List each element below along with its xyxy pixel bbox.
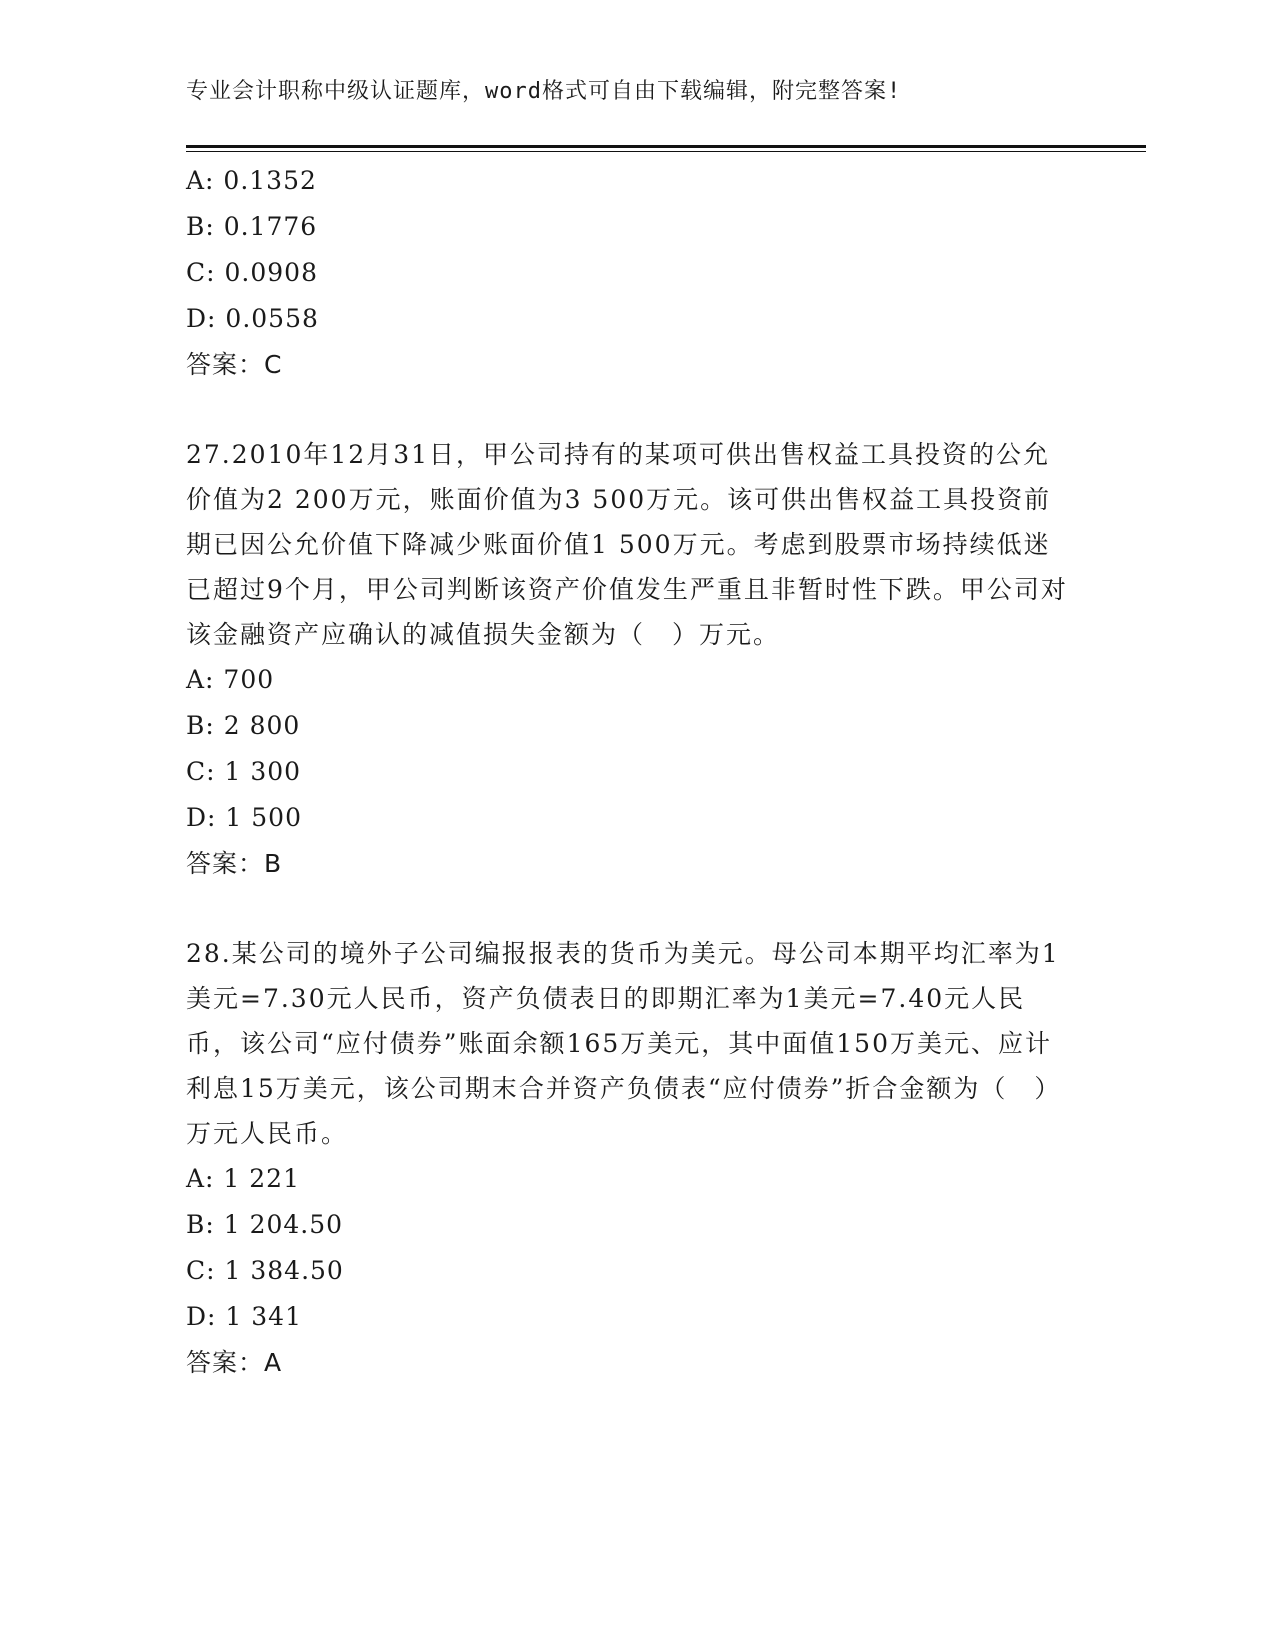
header-rule-thick: [186, 145, 1146, 148]
option-a: A: 1 221: [186, 1164, 300, 1193]
question-28: [186, 931, 1086, 1386]
answer: 答案：B: [186, 849, 283, 878]
question-text: 27.2010年12月31日，甲公司持有的某项可供出售权益工具投资的公允价值为2 200万元，账面价值为3 500万元。该可供出售权益工具投资前期已因公允价值下降减少账面价值1 500万元。考虑到股票市场持续低迷已超过9个月，甲公司判断该资产价值发生严重且非暂时性下跌。甲公司对该金融资产应确认的减值损失金额为（ ）万元。: [186, 440, 1068, 649]
question-text: 28.某公司的境外子公司编报报表的货币为美元。母公司本期平均汇率为1美元=7.30元人民币，资产负债表日的即期汇率为1美元=7.40元人民币，该公司“应付债券”账面余额165万美元，其中面值150万美元、应计利息15万美元，该公司期末合并资产负债表“应付债券”折合金额为（ ）万元人民币。: [186, 939, 1062, 1148]
answer: 答案：A: [186, 1348, 283, 1377]
answer: 答案：C: [186, 350, 283, 379]
option-c: C: 1 384.50: [186, 1256, 344, 1285]
page-header: 专业会计职称中级认证题库，word格式可自由下载编辑，附完整答案!: [186, 79, 902, 104]
option-d: D: 1 341: [186, 1302, 302, 1331]
question-27: [186, 432, 1086, 887]
option-b: B: 2 800: [186, 711, 301, 740]
option-c: C: 1 300: [186, 757, 302, 786]
option-a: A: 700: [186, 665, 275, 694]
option-c: C: 0.0908: [186, 258, 318, 287]
option-b: B: 0.1776: [186, 212, 318, 241]
header-rule-thin: [186, 151, 1146, 152]
option-a: A: 0.1352: [186, 166, 317, 195]
document-body: [186, 158, 1086, 1386]
option-b: B: 1 204.50: [186, 1210, 344, 1239]
option-d: D: 0.0558: [186, 304, 319, 333]
option-d: D: 1 500: [186, 803, 302, 832]
question-26-partial: [186, 158, 1086, 388]
